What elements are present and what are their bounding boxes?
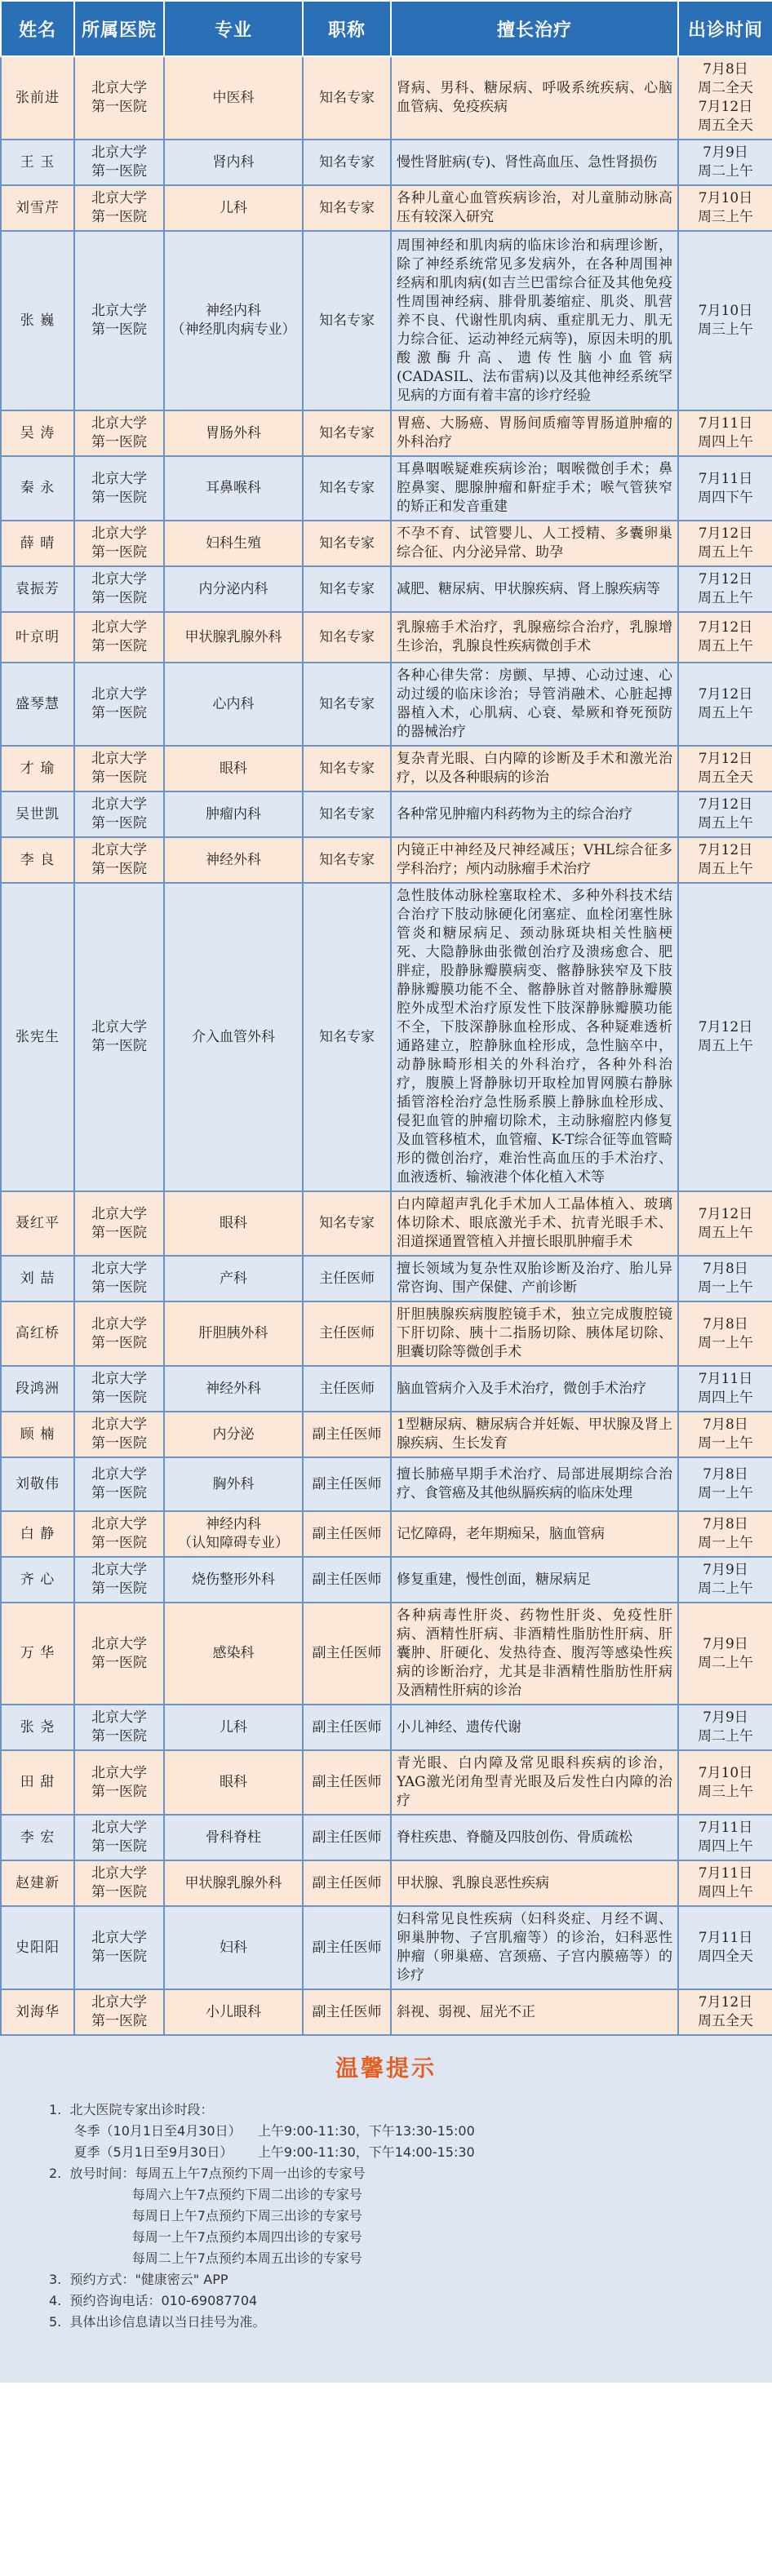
clinic-time-cell: 7月12日 周五全天 [678,1989,772,2035]
specialty-cell: 肾病、男科、糖尿病、呼吸系统疾病、心脑血管病、免疫疾病 [391,56,678,140]
table-row [1,837,772,883]
department-cell: 妇科生殖 [164,521,303,566]
department-cell: 儿科 [164,185,303,231]
table-row [1,883,772,1191]
table-row [1,663,772,746]
doctor-name: 秦 永 [1,456,74,521]
hospital-cell: 北京大学 第一医院 [74,185,164,231]
specialty-cell: 耳鼻咽喉疑难疾病诊治；咽喉微创手术；鼻腔鼻窦、腮腺肿瘤和鼾症手术；喉气管狭窄的矫正和发音重建 [391,456,678,521]
doctor-name: 张 尧 [1,1705,74,1750]
doctor-name: 袁振芳 [1,566,74,612]
title-cell: 知名专家 [303,521,391,566]
department-cell: 耳鼻喉科 [164,456,303,521]
specialty-cell: 白内障超声乳化手术加人工晶体植入、玻璃体切除术、眼底激光手术、抗青光眼手术、泪道探通置管植入并擅长眼肌肿瘤手术 [391,1191,678,1256]
tips-line: 4. 预约咨询电话：010-69087704 [49,2293,258,2308]
doctor-name: 吴世凯 [1,791,74,837]
hospital-cell: 北京大学 第一医院 [74,883,164,1191]
title-cell: 知名专家 [303,140,391,185]
department-cell: 神经外科 [164,837,303,883]
title-cell: 知名专家 [303,56,391,140]
title-cell: 副主任医师 [303,1457,391,1511]
specialty-cell: 胃癌、大肠癌、胃肠间质瘤等胃肠道肿瘤的外科治疗 [391,410,678,456]
title-cell: 知名专家 [303,456,391,521]
department-cell: 眼科 [164,1191,303,1256]
specialty-cell: 慢性肾脏病(专)、肾性高血压、急性肾损伤 [391,140,678,185]
doctor-name: 段鸿洲 [1,1366,74,1412]
clinic-time-cell: 7月11日 周四上午 [678,410,772,456]
table-row [1,1860,772,1906]
clinic-time-cell: 7月10日 周三上午 [678,1750,772,1815]
department-cell: 眼科 [164,746,303,791]
table-row [1,1603,772,1705]
table-row [1,746,772,791]
tips-line: 冬季（10月1日至4月30日） 上午9:00-11:30，下午13:30-15:00 [49,2123,475,2139]
table-row [1,1256,772,1301]
doctor-name: 齐 心 [1,1557,74,1603]
table-row [1,1457,772,1511]
tips-title: 温馨提示 [335,2055,437,2082]
hospital-cell: 北京大学 第一医院 [74,1815,164,1860]
clinic-time-cell: 7月8日 周一上午 [678,1412,772,1457]
table-row [1,1705,772,1750]
doctor-name: 张宪生 [1,883,74,1191]
table-row [1,56,772,140]
table-row [1,612,772,663]
hospital-cell: 北京大学 第一医院 [74,1256,164,1301]
doctor-name: 李 良 [1,837,74,883]
doctor-name: 刘 喆 [1,1256,74,1301]
table-row [1,1412,772,1457]
title-cell: 知名专家 [303,746,391,791]
tips-line: 1. 北大医院专家出诊时段： [49,2102,214,2117]
clinic-time-cell: 7月12日 周五上午 [678,566,772,612]
title-cell: 副主任医师 [303,1603,391,1705]
doctor-name: 李 宏 [1,1815,74,1860]
hospital-cell: 北京大学 第一医院 [74,1511,164,1557]
specialty-cell: 各种儿童心血管疾病诊治，对儿童肺动脉高压有较深入研究 [391,185,678,231]
table-row [1,791,772,837]
table-row [1,1366,772,1412]
department-cell: 中医科 [164,56,303,140]
doctor-name: 王 玉 [1,140,74,185]
clinic-time-cell: 7月8日 周一上午 [678,1301,772,1366]
specialty-cell: 肝胆胰腺疾病腹腔镜手术，独立完成腹腔镜下肝切除、胰十二指肠切除、胰体尾切除、胆囊切除等微创手术 [391,1301,678,1366]
hospital-cell: 北京大学 第一医院 [74,1366,164,1412]
title-cell: 主任医师 [303,1366,391,1412]
hospital-cell: 北京大学 第一医院 [74,566,164,612]
table-row [1,1750,772,1815]
clinic-time-cell: 7月12日 周五上午 [678,791,772,837]
specialty-cell: 妇科常见良性疾病（妇科炎症、月经不调、卵巢肿物、子宫肌瘤等）的诊治，妇科恶性肿瘤（卵巢癌、宫颈癌、子宫内膜癌等）的诊疗 [391,1906,678,1989]
clinic-time-cell: 7月9日 周二上午 [678,1705,772,1750]
hospital-cell: 北京大学 第一医院 [74,456,164,521]
clinic-time-cell: 7月11日 周四上午 [678,1366,772,1412]
tips-line: 2. 放号时间：每周五上午7点预约下周一出诊的专家号 [49,2166,366,2181]
title-cell: 知名专家 [303,231,391,410]
table-row [1,231,772,410]
department-cell: 内分泌内科 [164,566,303,612]
hospital-cell: 北京大学 第一医院 [74,140,164,185]
hospital-cell: 北京大学 第一医院 [74,410,164,456]
clinic-time-cell: 7月12日 周五上午 [678,612,772,663]
department-cell: 骨科脊柱 [164,1815,303,1860]
title-cell: 知名专家 [303,566,391,612]
hospital-cell: 北京大学 第一医院 [74,56,164,140]
clinic-time-cell: 7月12日 周五上午 [678,1191,772,1256]
header-specialty: 擅长治疗 [391,1,678,56]
tips-line: 3. 预约方式："健康密云" APP [49,2272,228,2287]
title-cell: 知名专家 [303,185,391,231]
specialty-cell: 各种常见肿瘤内科药物为主的综合治疗 [391,791,678,837]
specialty-cell: 周围神经和肌肉病的临床诊治和病理诊断，除了神经系统常见多发病外，在各种周围神经病和肌肉病(如吉兰巴雷综合征及其他免疫性周围神经病、腓骨肌萎缩症、肌炎、肌营养不良、代谢性肌肉病、重症肌无力、肌无力综合征、运动神经元病等)，原因未明的肌酸激酶升高、遗传性脑小血管病(CADASIL、法布雷病)以及其他神经系统罕见病的方面有着丰富的诊疗经验 [391,231,678,410]
department-cell: 产科 [164,1256,303,1301]
specialty-cell: 甲状腺、乳腺良恶性疾病 [391,1860,678,1906]
title-cell: 知名专家 [303,837,391,883]
specialty-cell: 擅长肺癌早期手术治疗、局部进展期综合治疗、食管癌及其他纵膈疾病的临床处理 [391,1457,678,1511]
doctor-name: 才 瑜 [1,746,74,791]
hospital-cell: 北京大学 第一医院 [74,1860,164,1906]
specialty-cell: 修复重建，慢性创面，糖尿病足 [391,1557,678,1603]
doctor-name: 吴 涛 [1,410,74,456]
clinic-time-cell: 7月10日 周三上午 [678,185,772,231]
department-cell: 小儿眼科 [164,1989,303,2035]
department-cell: 神经内科 （神经肌肉病专业） [164,231,303,410]
doctor-name: 刘敬伟 [1,1457,74,1511]
tips-line: 5. 具体出诊信息请以当日挂号为准。 [49,2314,266,2330]
hospital-cell: 北京大学 第一医院 [74,1906,164,1989]
doctor-name: 万 华 [1,1603,74,1705]
title-cell: 副主任医师 [303,1906,391,1989]
title-cell: 副主任医师 [303,1989,391,2035]
hospital-cell: 北京大学 第一医院 [74,1989,164,2035]
doctor-name: 张前进 [1,56,74,140]
specialty-cell: 各种心律失常：房颤、早搏、心动过速、心动过缓的临床诊治；导管消融术、心脏起搏器植入术，心肌病、心衰、晕厥和脊死预防的器械治疗 [391,663,678,746]
table-row [1,566,772,612]
header-time: 出诊时间 [678,1,772,56]
department-cell: 胸外科 [164,1457,303,1511]
hospital-cell: 北京大学 第一医院 [74,837,164,883]
doctor-name: 张 巍 [1,231,74,410]
tips-line: 每周六上午7点预约下周二出诊的专家号 [49,2187,362,2202]
hospital-cell: 北京大学 第一医院 [74,791,164,837]
table-row [1,410,772,456]
specialty-cell: 斜视、弱视、屈光不正 [391,1989,678,2035]
hospital-cell: 北京大学 第一医院 [74,1750,164,1815]
clinic-time-cell: 7月8日 周一上午 [678,1511,772,1557]
tips-body [0,2099,772,2333]
title-cell: 副主任医师 [303,1705,391,1750]
clinic-time-cell: 7月11日 周四下午 [678,456,772,521]
table-row [1,1906,772,1989]
table-row [1,1511,772,1557]
table-row [1,185,772,231]
department-cell: 内分泌 [164,1412,303,1457]
hospital-cell: 北京大学 第一医院 [74,663,164,746]
department-cell: 肿瘤内科 [164,791,303,837]
department-cell: 妇科 [164,1906,303,1989]
doctor-name: 刘雪芹 [1,185,74,231]
doctor-name: 盛琴慧 [1,663,74,746]
header-name: 姓名 [1,1,74,56]
hospital-cell: 北京大学 第一医院 [74,231,164,410]
department-cell: 肾内科 [164,140,303,185]
title-cell: 知名专家 [303,791,391,837]
hospital-cell: 北京大学 第一医院 [74,1557,164,1603]
clinic-time-cell: 7月9日 周二上午 [678,140,772,185]
doctor-name: 高红桥 [1,1301,74,1366]
specialty-cell: 小儿神经、遗传代谢 [391,1705,678,1750]
clinic-time-cell: 7月9日 周二上午 [678,1557,772,1603]
hospital-cell: 北京大学 第一医院 [74,1457,164,1511]
doctor-name: 史阳阳 [1,1906,74,1989]
table-row [1,521,772,566]
hospital-cell: 北京大学 第一医院 [74,746,164,791]
specialty-cell: 内镜正中神经及尺神经减压；VHL综合征多学科治疗；颅内动脉瘤手术治疗 [391,837,678,883]
department-cell: 甲状腺乳腺外科 [164,612,303,663]
hospital-cell: 北京大学 第一医院 [74,1603,164,1705]
specialty-cell: 青光眼、白内障及常见眼科疾病的诊治，YAG激光闭角型青光眼及后发性白内障的治疗 [391,1750,678,1815]
doctor-name: 叶京明 [1,612,74,663]
hospital-cell: 北京大学 第一医院 [74,1705,164,1750]
doctor-name: 薛 晴 [1,521,74,566]
doctor-name: 白 静 [1,1511,74,1557]
header-dept: 专业 [164,1,303,56]
department-cell: 介入血管外科 [164,883,303,1191]
header-hospital: 所属医院 [74,1,164,56]
hospital-cell: 北京大学 第一医院 [74,1301,164,1366]
clinic-time-cell: 7月11日 周四上午 [678,1860,772,1906]
department-cell: 儿科 [164,1705,303,1750]
clinic-time-cell: 7月10日 周三上午 [678,231,772,410]
table-row [1,1989,772,2035]
table-body [1,56,772,2035]
hospital-cell: 北京大学 第一医院 [74,612,164,663]
hospital-cell: 北京大学 第一医院 [74,1412,164,1457]
specialty-cell: 不孕不育、试管婴儿、人工授精、多囊卵巢综合征、内分泌异常、助孕 [391,521,678,566]
clinic-time-cell: 7月8日 周一上午 [678,1256,772,1301]
doctor-name: 聂红平 [1,1191,74,1256]
clinic-time-cell: 7月12日 周五上午 [678,663,772,746]
title-cell: 副主任医师 [303,1860,391,1906]
clinic-time-cell: 7月11日 周四全天 [678,1906,772,1989]
title-cell: 知名专家 [303,1191,391,1256]
tips-line: 夏季（5月1日至9月30日） 上午9:00-11:30，下午14:00-15:30 [49,2144,475,2160]
title-cell: 主任医师 [303,1301,391,1366]
department-cell: 烧伤整形外科 [164,1557,303,1603]
title-cell: 副主任医师 [303,1750,391,1815]
clinic-time-cell: 7月8日 周二全天 7月12日 周五全天 [678,56,772,140]
clinic-time-cell: 7月12日 周五上午 [678,883,772,1191]
clinic-time-cell: 7月12日 周五上午 [678,837,772,883]
specialty-cell: 减肥、糖尿病、甲状腺疾病、肾上腺疾病等 [391,566,678,612]
clinic-time-cell: 7月8日 周一上午 [678,1457,772,1511]
hospital-cell: 北京大学 第一医院 [74,1191,164,1256]
department-cell: 甲状腺乳腺外科 [164,1860,303,1906]
title-cell: 知名专家 [303,883,391,1191]
table-row [1,1191,772,1256]
clinic-time-cell: 7月9日 周二上午 [678,1603,772,1705]
table-row [1,456,772,521]
specialty-cell: 1型糖尿病、糖尿病合并妊娠、甲状腺及肾上腺疾病、生长发育 [391,1412,678,1457]
clinic-time-cell: 7月12日 周五全天 [678,746,772,791]
specialty-cell: 擅长领域为复杂性双胎诊断及治疗、胎儿异常咨询、围产保健、产前诊断 [391,1256,678,1301]
specialty-cell: 各种病毒性肝炎、药物性肝炎、免疫性肝病、酒精性肝病、非酒精性脂肪性肝病、肝囊肿、肝硬化、发热待查、腹泻等感染性疾病的诊断治疗，尤其是非酒精性脂肪性肝病及酒精性肝病的诊治 [391,1603,678,1705]
table-row [1,1557,772,1603]
department-cell: 心内科 [164,663,303,746]
department-cell: 肝胆胰外科 [164,1301,303,1366]
title-cell: 主任医师 [303,1256,391,1301]
title-cell: 知名专家 [303,410,391,456]
doctor-name: 田 甜 [1,1750,74,1815]
tips-line: 每周日上午7点预约下周三出诊的专家号 [49,2208,362,2224]
doctor-name: 顾 楠 [1,1412,74,1457]
department-cell: 眼科 [164,1750,303,1815]
department-cell: 神经外科 [164,1366,303,1412]
tips-line: 每周一上午7点预约本周四出诊的专家号 [49,2229,362,2245]
hospital-cell: 北京大学 第一医院 [74,521,164,566]
header-title: 职称 [303,1,391,56]
department-cell: 神经内科 （认知障碍专业） [164,1511,303,1557]
specialty-cell: 脊柱疾患、脊髓及四肢创伤、骨质疏松 [391,1815,678,1860]
doctor-name: 刘海华 [1,1989,74,2035]
department-cell: 感染科 [164,1603,303,1705]
table-row [1,1301,772,1366]
table-row [1,1815,772,1860]
title-cell: 副主任医师 [303,1815,391,1860]
specialty-cell: 乳腺癌手术治疗，乳腺癌综合治疗，乳腺增生诊治，乳腺良性疾病微创手术 [391,612,678,663]
specialty-cell: 记忆障碍，老年期痴呆，脑血管病 [391,1511,678,1557]
title-cell: 副主任医师 [303,1511,391,1557]
department-cell: 胃肠外科 [164,410,303,456]
tips-line: 每周二上午7点预约本周五出诊的专家号 [49,2250,362,2266]
table-header-row [1,1,772,56]
specialty-cell: 复杂青光眼、白内障的诊断及手术和激光治疗，以及各种眼病的诊治 [391,746,678,791]
specialty-cell: 脑血管病介入及手术治疗，微创手术治疗 [391,1366,678,1412]
table-row [1,140,772,185]
title-cell: 知名专家 [303,612,391,663]
tips-section [0,2036,772,2383]
title-cell: 副主任医师 [303,1557,391,1603]
specialty-cell: 急性肢体动脉栓塞取栓术、多种外科技术结合治疗下肢动脉硬化闭塞症、血栓闭塞性脉管炎和糖尿病足、颈动脉斑块相关性脑梗死、大隐静脉曲张微创治疗及溃疡愈合、肥胖症，股静脉瓣膜病变、髂静脉狭窄及下肢静脉瓣膜功能不全、髂静脉首对髂静脉瓣膜腔外成型术治疗原发性下肢深静脉瓣膜功能不全，下肢深静脉血栓形成、各种疑难透析通路建立，腔静脉血栓形成，急性脑卒中，动静脉畸形相关的外科治疗，各种外科治疗，腹膜上肾静脉切开取栓加胃网膜右静脉插管溶栓治疗急性肠系膜上静脉血栓形成、侵犯血管的肿瘤切除术，主动脉瘤腔内修复及血管移植术，血管瘤、K-T综合征等血管畸形的微创治疗，难治性高血压的手术治疗、血液透析、输液港个体化植入术等 [391,883,678,1191]
doctor-name: 赵建新 [1,1860,74,1906]
clinic-time-cell: 7月12日 周五上午 [678,521,772,566]
clinic-time-cell: 7月11日 周四上午 [678,1815,772,1860]
title-cell: 副主任医师 [303,1412,391,1457]
title-cell: 知名专家 [303,663,391,746]
